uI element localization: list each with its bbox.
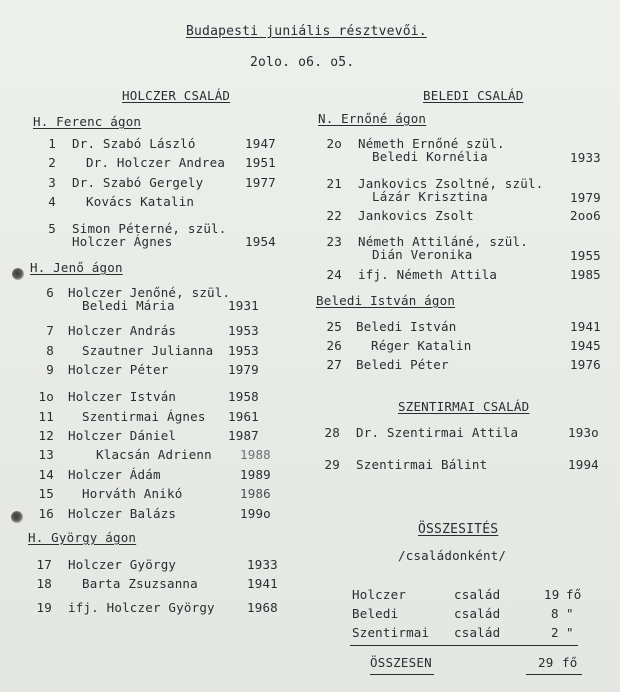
birth-year: 1958 <box>228 389 259 404</box>
row-number: 13 <box>38 447 54 462</box>
birth-year: 1968 <box>247 600 278 615</box>
summary-family-word: család <box>454 625 501 640</box>
row-number: 5 <box>48 221 56 236</box>
summary-unit: fő <box>566 587 582 602</box>
person-name-line2: Holczer Ágnes <box>72 234 173 249</box>
person-name-line2: Beledi Kornélia <box>372 149 488 164</box>
person-name: Beledi István <box>356 319 457 334</box>
summary-unit: " <box>566 625 574 640</box>
birth-year: 1986 <box>240 486 271 501</box>
birth-year: 1933 <box>570 150 601 165</box>
person-name: ifj. Holczer György <box>68 600 215 615</box>
total-underline-right <box>526 674 582 675</box>
branch-heading: N. Ernőné ágon <box>318 111 427 126</box>
birth-year: 1977 <box>245 175 276 190</box>
row-number: 19 <box>36 600 52 615</box>
person-name: Németh Attiláné, szül. <box>358 234 528 249</box>
summary-family-word: család <box>454 587 501 602</box>
summary-total-count: 29 <box>538 655 554 670</box>
person-name-line2: Dián Veronika <box>372 247 473 262</box>
person-name: Szentirmai Ágnes <box>82 409 206 424</box>
person-name: Holczer István <box>68 389 177 404</box>
summary-total-unit: fő <box>562 655 578 670</box>
birth-year: 1941 <box>570 319 601 334</box>
birth-year: 1985 <box>570 267 601 282</box>
person-name: Réger Katalin <box>371 338 472 353</box>
row-number: 1o <box>38 389 54 404</box>
row-number: 16 <box>38 506 54 521</box>
person-name: Dr. Szabó Gergely <box>72 175 204 190</box>
person-name: Holczer Péter <box>68 362 169 377</box>
family-heading-szentirmai: SZENTIRMAI CSALÁD <box>398 399 530 414</box>
row-number: 22 <box>326 208 342 223</box>
row-number: 24 <box>326 267 342 282</box>
person-name: Szautner Julianna <box>82 343 214 358</box>
birth-year: 193o <box>568 425 599 440</box>
birth-year: 1931 <box>228 298 259 313</box>
row-number: 1 <box>48 136 56 151</box>
row-number: 25 <box>326 319 342 334</box>
row-number: 4 <box>48 194 56 209</box>
birth-year: 1945 <box>570 338 601 353</box>
family-heading-beledi: BELEDI CSALÁD <box>423 88 524 103</box>
row-number: 7 <box>46 323 54 338</box>
page-title: Budapesti juniális résztvevői. <box>186 24 427 39</box>
birth-year: 1953 <box>228 323 259 338</box>
person-name: Beledi Péter <box>356 357 449 372</box>
person-name: Holczer Balázs <box>68 506 177 521</box>
birth-year: 1941 <box>247 576 278 591</box>
person-name: Barta Zsuzsanna <box>82 576 198 591</box>
summary-total-label: ÖSSZESEN <box>370 655 432 670</box>
birth-year: 1976 <box>570 357 601 372</box>
branch-heading: Beledi István ágon <box>316 293 456 308</box>
row-number: 12 <box>38 428 54 443</box>
punch-hole-top <box>12 268 24 280</box>
birth-year: 2oo6 <box>570 208 601 223</box>
birth-year: 1953 <box>228 343 259 358</box>
person-name: Klacsán Adrienn <box>96 447 212 462</box>
row-number: 26 <box>326 338 342 353</box>
punch-hole-bottom <box>11 511 23 523</box>
person-name: Jankovics Zsolt <box>358 208 474 223</box>
person-name: Dr. Szentirmai Attila <box>356 425 519 440</box>
row-number: 11 <box>38 409 54 424</box>
page-date: 2olo. o6. o5. <box>250 55 355 70</box>
person-name: Szentirmai Bálint <box>356 457 488 472</box>
summary-family-name: Holczer <box>352 587 407 602</box>
birth-year: 1961 <box>228 409 259 424</box>
person-name: Kovács Katalin <box>86 194 195 209</box>
row-number: 18 <box>36 576 52 591</box>
person-name: Holczer Jenőné, szül. <box>68 285 231 300</box>
row-number: 2o <box>326 136 342 151</box>
birth-year: 1933 <box>247 557 278 572</box>
row-number: 2 <box>48 155 56 170</box>
summary-count: 8 <box>551 606 559 621</box>
branch-heading: H. György ágon <box>28 530 137 545</box>
row-number: 23 <box>326 234 342 249</box>
row-number: 9 <box>46 362 54 377</box>
person-name: Dr. Holczer Andrea <box>86 155 226 170</box>
person-name: Simon Péterné, szül. <box>72 221 227 236</box>
row-number: 29 <box>324 457 340 472</box>
row-number: 17 <box>36 557 52 572</box>
birth-year: 1955 <box>570 248 601 263</box>
row-number: 27 <box>326 357 342 372</box>
birth-year: 199o <box>240 506 271 521</box>
row-number: 21 <box>326 176 342 191</box>
birth-year: 1951 <box>245 155 276 170</box>
birth-year: 1987 <box>228 428 259 443</box>
birth-year: 1994 <box>568 457 599 472</box>
person-name: Holczer Ádám <box>68 467 161 482</box>
summary-count: 19 <box>544 587 560 602</box>
person-name: Horváth Anikó <box>82 486 183 501</box>
row-number: 6 <box>46 285 54 300</box>
branch-heading: H. Jenő ágon <box>30 260 123 275</box>
person-name: Holczer György <box>68 557 177 572</box>
birth-year: 1954 <box>245 234 276 249</box>
row-number: 8 <box>46 343 54 358</box>
family-heading-holczer: HOLCZER CSALÁD <box>122 88 231 103</box>
row-number: 15 <box>38 486 54 501</box>
person-name: ifj. Németh Attila <box>358 267 498 282</box>
person-name: Jankovics Zsoltné, szül. <box>358 176 544 191</box>
summary-rule <box>350 645 578 646</box>
summary-title: ÖSSZESITÉS <box>418 522 499 537</box>
summary-family-name: Beledi <box>352 606 399 621</box>
person-name-line2: Lázár Krisztina <box>372 189 488 204</box>
birth-year: 1979 <box>570 190 601 205</box>
birth-year: 1988 <box>240 447 271 462</box>
person-name: Németh Ernőné szül. <box>358 136 505 151</box>
total-underline-left <box>370 674 434 675</box>
row-number: 28 <box>324 425 340 440</box>
birth-year: 1947 <box>245 136 276 151</box>
summary-family-name: Szentirmai <box>352 625 430 640</box>
row-number: 14 <box>38 467 54 482</box>
branch-heading: H. Ferenc ágon <box>33 114 142 129</box>
summary-count: 2 <box>551 625 559 640</box>
birth-year: 1989 <box>240 467 271 482</box>
row-number: 3 <box>48 175 56 190</box>
summary-unit: " <box>566 606 574 621</box>
person-name: Dr. Szabó László <box>72 136 196 151</box>
birth-year: 1979 <box>228 362 259 377</box>
summary-family-word: család <box>454 606 501 621</box>
person-name-line2: Beledi Mária <box>82 298 175 313</box>
person-name: Holczer Dániel <box>68 428 177 443</box>
summary-subtitle: /családonként/ <box>398 548 507 563</box>
person-name: Holczer András <box>68 323 177 338</box>
